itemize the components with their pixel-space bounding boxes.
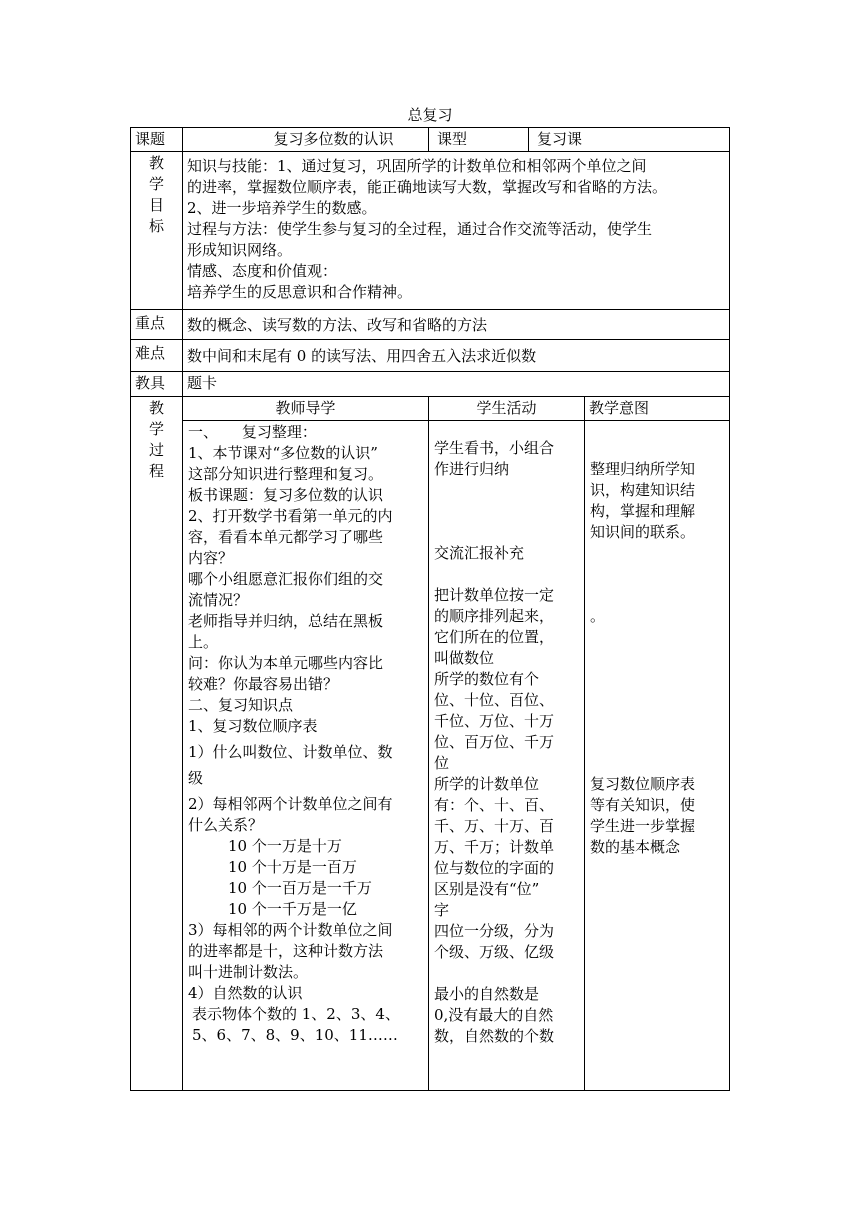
teacher-line: 哪个小组愿意汇报你们组的交 [188,570,384,588]
teacher-line: 的进率都是十，这种计数方法 [188,942,384,960]
objective-line: 形成知识网络。 [187,241,293,259]
student-line: 作进行归纳 [434,460,510,478]
objective-line: 过程与方法：使学生参与复习的全过程，通过合作交流等活动，使学生 [187,220,653,238]
teacher-line: 内容？ [188,549,234,567]
objectives-label-char: 目 [148,196,164,214]
lesson-plan-table [130,127,730,1091]
topic-value: 复习多位数的认识 [183,128,429,152]
student-line: 最小的自然数是 [434,985,540,1003]
row-process-headers [131,397,730,421]
intent-line: 整理归纳所学知 [590,460,696,478]
student-line: 所学的计数单位 [434,775,540,793]
student-line: 万、千万；计数单 [434,838,555,856]
difficulty-value: 数中间和末尾有 0 的读写法、用四舍五入法求近似数 [183,340,730,372]
teacher-line: 3）每相邻的两个计数单位之间 [188,921,393,939]
teacher-line: 1、本节课对“多位数的认识” [188,444,378,462]
teacher-line: 10 个一千万是一亿 [228,900,357,918]
col-header-student: 学生活动 [429,397,585,421]
teacher-line: 问：你认为本单元哪些内容比 [188,654,384,672]
objectives-label [131,152,183,310]
col-header-intent: 教学意图 [585,397,730,421]
student-line: 位、十位、百位、 [434,691,555,709]
teacher-guidance [183,421,429,1091]
teacher-line: 1、复习数位顺序表 [188,717,318,735]
process-label-char: 教 [148,399,164,417]
teacher-line: 4）自然数的认识 [188,984,303,1002]
lesson-type-label: 课型 [429,128,529,152]
teacher-line: 容，看看本单元都学习了哪些 [188,528,384,546]
tools-label: 教具 [131,372,183,397]
tools-value: 题卡 [183,372,730,397]
teacher-line: 板书课题：复习多位数的认识 [188,486,384,504]
lesson-type-value: 复习课 [529,128,730,152]
row-topic [131,128,730,152]
key-point-value: 数的概念、读写数的方法、改写和省略的方法 [183,310,730,340]
teacher-line: 较难？你最容易出错？ [188,675,339,693]
teacher-line: 2、打开数学书看第一单元的内 [188,507,393,525]
student-line: 个级、万级、亿级 [434,943,555,961]
student-line: 位与数位的字面的 [434,859,555,877]
intent-line: 。 [590,607,606,625]
student-line: 把计数单位按一定 [434,586,555,604]
teacher-line: 10 个一万是十万 [228,837,342,855]
teacher-line: 流情况？ [188,591,249,609]
difficulty-label: 难点 [131,340,183,372]
teacher-line: 2）每相邻两个计数单位之间有 [188,795,393,813]
intent-line: 数的基本概念 [590,838,681,856]
row-objectives [131,152,730,310]
col-header-teacher: 教师导学 [183,397,429,421]
intent-line: 知识间的联系。 [590,523,696,541]
student-line: 有：个、十、百、 [434,796,555,814]
teacher-line: 5、6、7、8、9、10、11…… [192,1026,398,1044]
student-line: 所学的数位有个 [434,670,540,688]
teacher-line: 上。 [188,633,219,651]
teacher-line: 10 个一百万是一千万 [228,879,372,897]
teacher-line: 10 个十万是一百万 [228,858,357,876]
student-line: 数，自然数的个数 [434,1027,555,1045]
teacher-line: 什么关系？ [188,816,264,834]
teacher-line: 这部分知识进行整理和复习。 [188,465,384,483]
student-line: 交流汇报补充 [434,544,525,562]
row-difficulty [131,340,730,372]
process-label-char: 程 [148,462,164,480]
student-line: 千、万、十万、百 [434,817,555,835]
row-process-body [131,421,730,1091]
objectives-label-char: 学 [148,175,164,193]
intent-line: 复习数位顺序表 [590,775,696,793]
student-line: 字 [434,901,450,919]
teacher-line: 老师指导并归纳，总结在黑板 [188,612,384,630]
teacher-line: 表示物体个数的 1、2、3、4、 [192,1005,400,1023]
process-label [131,397,183,1091]
student-line: 千位、万位、十万 [434,712,555,730]
objectives-label-char: 标 [148,217,164,235]
teaching-intent [585,421,730,1091]
intent-line: 等有关知识，使 [590,796,696,814]
objectives-label-char: 教 [148,154,164,172]
intent-line: 构，掌握和理解 [590,502,696,520]
intent-line: 学生进一步掌握 [590,817,696,835]
objectives-content [183,152,730,310]
row-key-point [131,310,730,340]
student-line: 的顺序排列起来， [434,607,555,625]
student-line: 0,没有最大的自然 [434,1006,554,1024]
student-line: 位、百万位、千万 [434,733,555,751]
teacher-line: 二、复习知识点 [188,696,294,714]
topic-label: 课题 [131,128,183,152]
student-activities [429,421,585,1091]
student-line: 学生看书，小组合 [434,439,555,457]
teacher-line: 叫十进制计数法。 [188,963,309,981]
objective-line: 的进率，掌握数位顺序表，能正确地读写大数，掌握改写和省略的方法。 [187,178,668,196]
objective-line: 2、进一步培养学生的数感。 [187,199,377,217]
objective-line: 培养学生的反思意识和合作精神。 [187,283,413,301]
row-tools [131,372,730,397]
student-line: 位 [434,754,450,772]
teacher-line: 1）什么叫数位、计数单位、数 [188,743,393,761]
student-line: 四位一分级，分为 [434,922,555,940]
page-title: 总复习 [407,106,453,124]
student-line: 区别是没有“位” [434,880,540,898]
objective-line: 情感、态度和价值观： [187,262,338,280]
process-label-char: 过 [148,441,164,459]
student-line: 它们所在的位置， [434,628,555,646]
objective-line: 知识与技能：1、通过复习，巩固所学的计数单位和相邻两个单位之间 [187,157,647,175]
student-line: 叫做数位 [434,649,495,667]
teacher-line: 一、 复习整理： [188,423,317,441]
teacher-line: 级 [188,769,204,787]
process-label-char: 学 [148,420,164,438]
key-point-label: 重点 [131,310,183,340]
intent-line: 识，构建知识结 [590,481,696,499]
